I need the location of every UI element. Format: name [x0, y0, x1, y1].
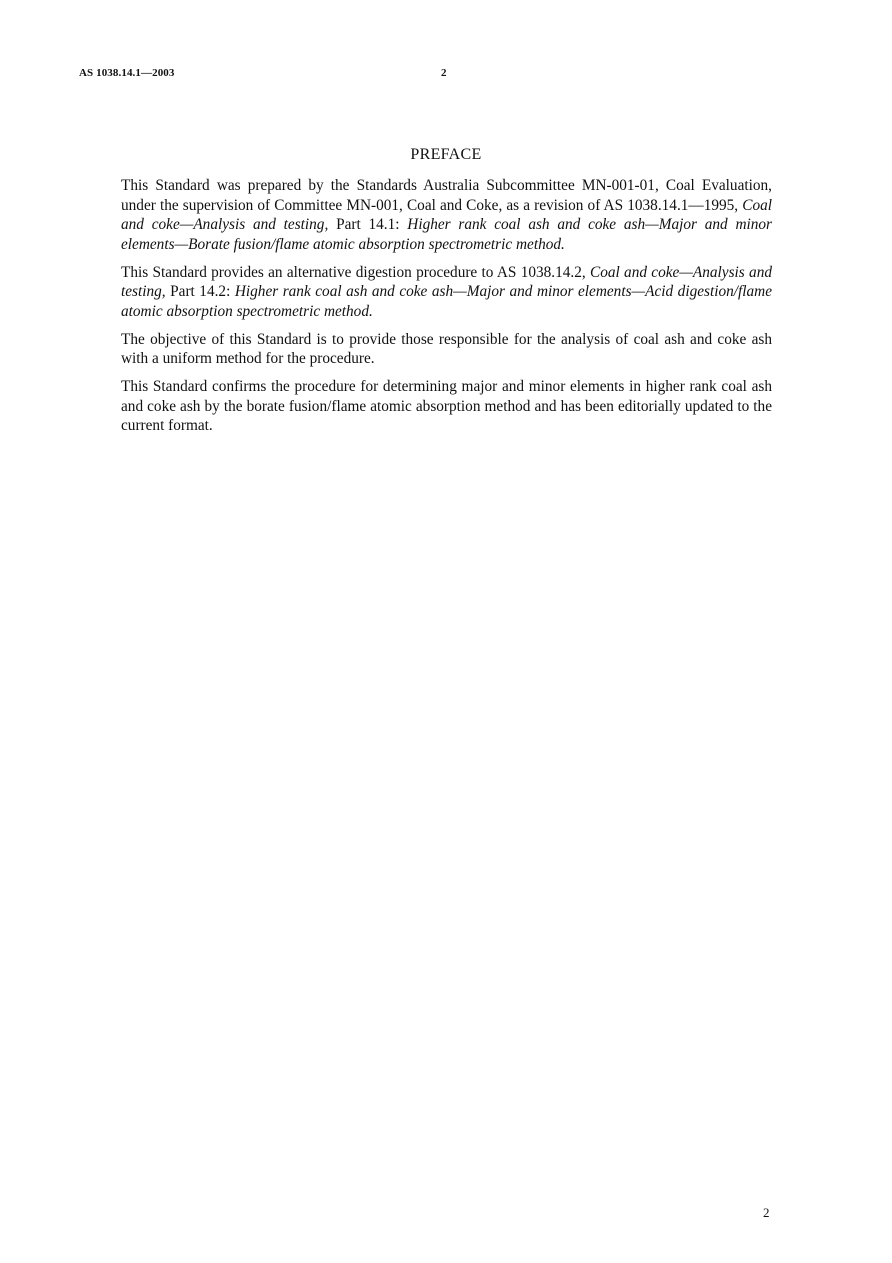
preface-body	[121, 176, 772, 444]
part-title: Higher rank coal ash and coke ash—Major and minor elements—Acid digestion/flame atomic absorption spectrometric method.	[121, 283, 772, 320]
preface-paragraph-4: This Standard confirms the procedure for determining major and minor elements in higher rank coal ash and coke ash by the borate fusion/flame atomic absorption method and has been editorially updated to the current format.	[121, 377, 772, 435]
preface-paragraph-3: The objective of this Standard is to provide those responsible for the analysis of coal ash and coke ash with a uniform method for the procedure.	[121, 330, 772, 368]
preface-paragraph-1	[121, 176, 772, 254]
preface-paragraph-2	[121, 263, 772, 322]
paragraph-text: Part 14.2:	[165, 283, 235, 301]
paragraph-text: This Standard provides an alternative digestion procedure to AS 1038.14.2,	[121, 263, 591, 281]
part-title: Higher rank coal ash and coke ash—Major and minor elements—Borate fusion/flame atomic absorption spectrometric method.	[121, 216, 773, 253]
footer-page-number: 2	[763, 1205, 770, 1220]
paragraph-text: Part 14.1:	[328, 216, 408, 234]
document-identifier: AS 1038.14.1—2003	[79, 67, 175, 79]
header-page-number: 2	[441, 67, 447, 79]
paragraph-text: This Standard was prepared by the Standards Australia Subcommittee MN-001-01, Coal Evaluation, under the supervision of Committee MN-001, Coal and Coke, as a revision of AS 1038.14.1—1995,	[121, 177, 772, 214]
publication-title: Coal and coke—Analysis and testing,	[121, 196, 772, 234]
publication-title: Coal and coke—Analysis and testing,	[121, 263, 772, 301]
page-title: PREFACE	[410, 146, 482, 163]
